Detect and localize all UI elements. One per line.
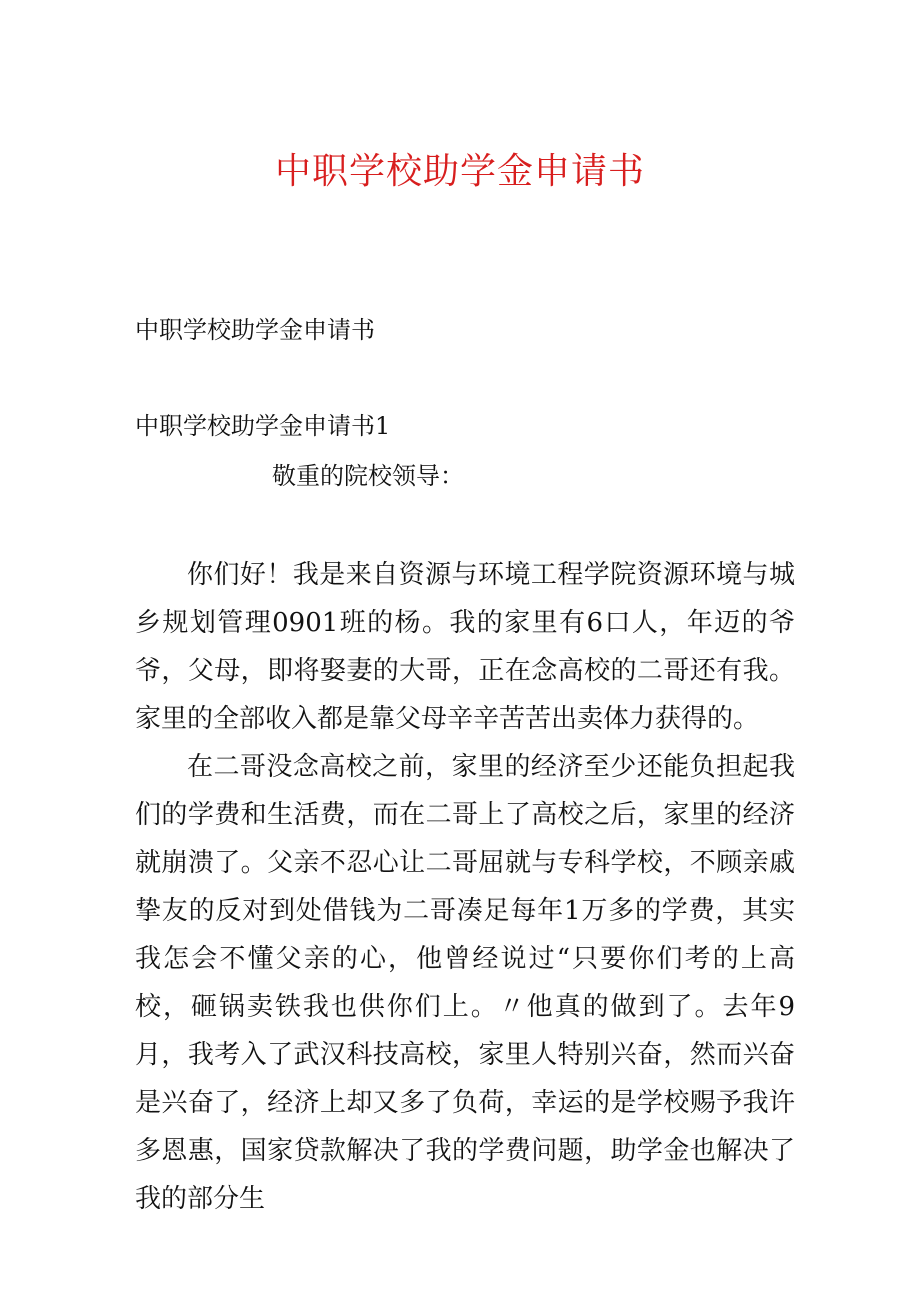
letter-body (135, 551, 795, 1223)
paragraph-2: 在二哥没念高校之前，家里的经济至少还能负担起我们的学费和生活费，而在二哥上了高校之后，家里的经济就崩溃了。父亲不忍心让二哥屈就与专科学校，不顾亲戚挚友的反对到处借钱为二哥凑足每年1万多的学费，其实我怎会不懂父亲的心，他曾经说过“只要你们考的上高校，砸锅卖铁我也供你们上。〃他真的做到了。去年9月，我考入了武汉科技高校，家里人特别兴奋，然而兴奋是兴奋了，经济上却又多了负荷，幸运的是学校赐予我许多恩惠，国家贷款解决了我的学费问题，助学金也解决了我的部分生 (135, 752, 795, 1214)
document-title: 中职学校助学金申请书 (274, 151, 645, 192)
paragraph-1: 你们好！我是来自资源与环境工程学院资源环境与城乡规划管理0901班的杨。我的家里有6口人，年迈的爷爷，父母，即将娶妻的大哥，正在念高校的二哥还有我。家里的全部收入都是靠父母辛辛苦苦出卖体力获得的。 (135, 560, 795, 734)
section-heading: 中职学校助学金申请书1 (135, 412, 391, 440)
document-heading: 中职学校助学金申请书 (135, 316, 375, 344)
salutation: 敬重的院校领导： (272, 462, 464, 490)
